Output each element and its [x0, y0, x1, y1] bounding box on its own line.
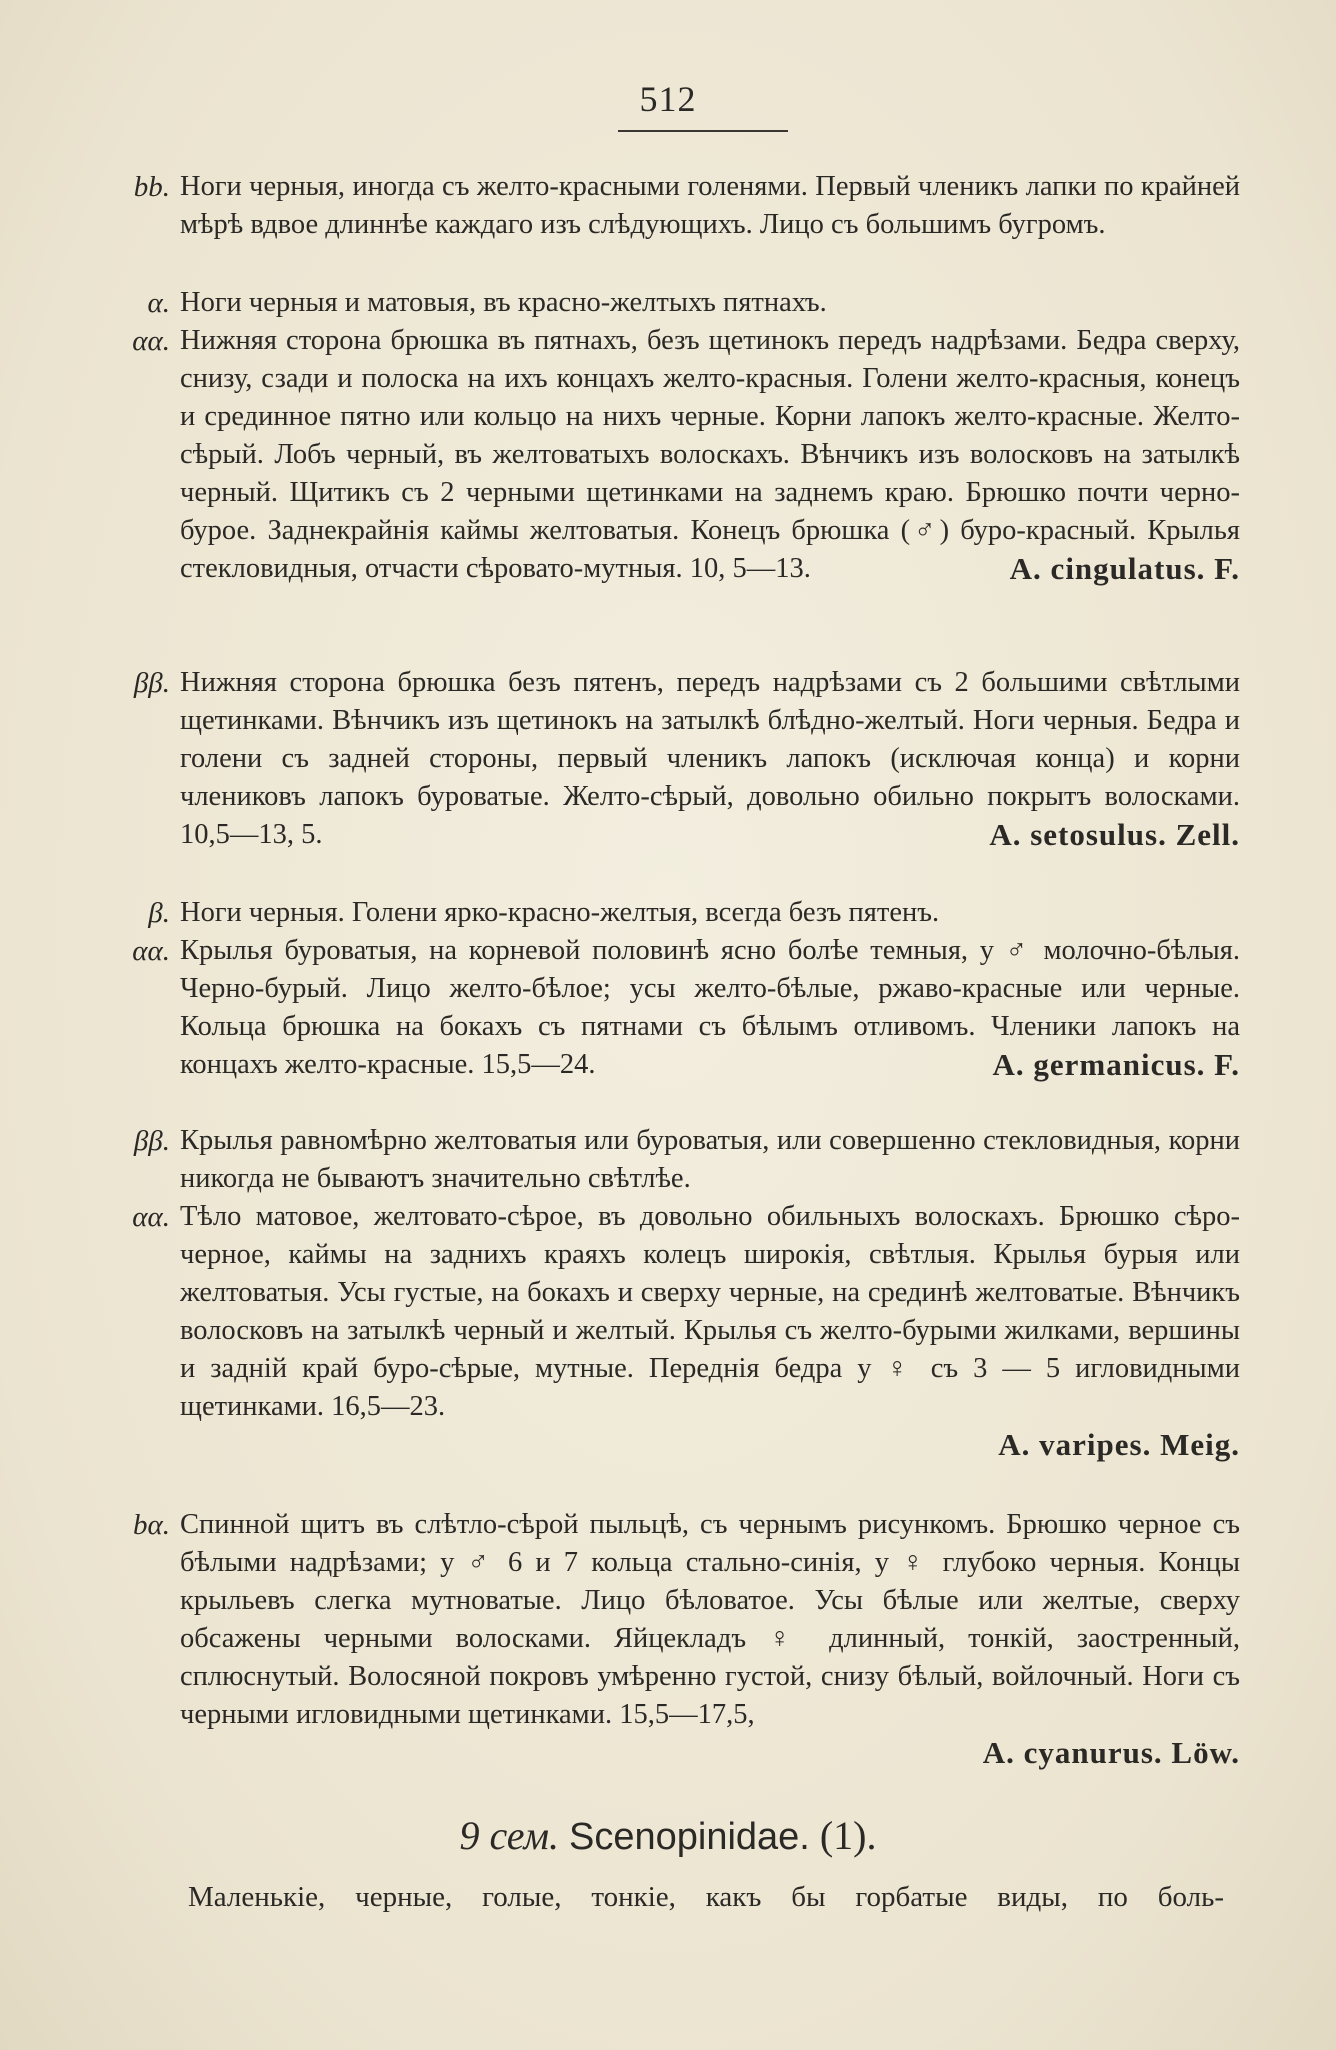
species-name: A. setosulus. Zell.: [989, 817, 1240, 852]
key-text: Нижняя сторона брюшка въ пятнахъ, безъ щетинокъ передъ надрѣзами. Бедра сверху, снизу, сзади и полоска на ихъ концахъ желто-красныя. Голени желто-красныя, конецъ и срединное пятно или кольцо на нихъ черные. Корни лапокъ желто-красные. Желто-сѣрый. Лобъ черный, въ желтоватыхъ волоскахъ. Вѣнчикъ изъ волосковъ на затылкѣ черный. Щитикъ съ 2 черными щетинками на заднемъ краю. Брюшко почти черно-бурое. Заднекрайнія каймы желтоватыя. Конецъ брюшка (♂) буро-красный. Крылья стекловидныя, отчасти сѣровато-мутныя. 10, 5—13.: [180, 325, 1240, 584]
key-text: Нижняя сторона брюшка безъ пятенъ, передъ надрѣзами съ 2 большими свѣтлыми щетинками. Вѣнчикъ изъ щетинокъ на затылкѣ блѣдно-желтый. Ноги черныя. Бедра и голени съ задней стороны, первый членикъ лапокъ (исключая конца) и корни члениковъ лапокъ буроватые. Желто-сѣрый, довольно обильно покрытъ волосками. 10,5—13, 5.: [180, 667, 1240, 850]
key-entry: [132, 322, 1240, 588]
key-entry: [133, 1122, 1240, 1198]
species-name: A. cyanurus. Löw.: [982, 1735, 1240, 1770]
key-marker: bb.: [133, 171, 170, 203]
key-entry: [133, 664, 1240, 854]
family-name: Scenopinidae.: [569, 1816, 810, 1858]
key-entry: [133, 1506, 1240, 1772]
key-text: Ноги черныя, иногда съ желто-красными голенями. Первый членикъ лапки по крайней мѣрѣ вдвое длиннѣе каждаго изъ слѣдующихъ. Лицо съ большимъ бугромъ.: [180, 171, 1240, 240]
key-marker: αα.: [132, 935, 170, 967]
species-name: A. cingulatus. F.: [1009, 551, 1240, 586]
key-text: Крылья буроватыя, на корневой половинѣ ясно болѣе темныя, у ♂ молочно-бѣлыя. Черно-бурый. Лицо желто-бѣлое; усы желто-бѣлые, ржаво-красные или черные. Кольца брюшка на бокахъ съ пятнами съ бѣлымъ отливомъ. Членики лапокъ на концахъ желто-красные. 15,5—24.: [180, 935, 1240, 1080]
key-entry: [132, 932, 1240, 1084]
key-marker: αα.: [132, 325, 170, 357]
page-number: 512: [639, 79, 697, 119]
closing-paragraph: Маленькіе, черные, голые, тонкіе, какъ бы горбатые виды, по боль-: [188, 1881, 1224, 1913]
family-word: сем.: [489, 1813, 559, 1858]
key-entry: [133, 168, 1240, 244]
key-marker: α.: [147, 287, 170, 319]
key-marker: β.: [148, 897, 170, 929]
key-text: Тѣло матовое, желтовато-сѣрое, въ довольно обильныхъ волоскахъ. Брюшко сѣро-черное, каймы на заднихъ краяхъ колецъ широкія, свѣтлыя. Крылья бурыя или желтоватыя. Усы густые, на бокахъ и сверху черные, на срединѣ желтоватые. Вѣнчикъ волосковъ на затылкѣ черный и желтый. Крылья съ желто-бурыми жилками, вершины и задній край буро-сѣрые, мутные. Переднія бедра у ♀ съ 3 — 5 игловидными щетинками. 16,5—23.: [180, 1201, 1240, 1422]
header-rule: [618, 130, 788, 132]
family-count: (1).: [819, 1813, 877, 1858]
key-text: Спинной щитъ въ слѣтло-сѣрой пыльцѣ, съ чернымъ рисункомъ. Брюшко черное съ бѣлыми надрѣзами; у ♂ 6 и 7 кольца стально-синія, у ♀ глубоко черныя. Концы крыльевъ слегка мутноватые. Лицо бѣловатое. Усы бѣлые или желтые, сверху обсажены черными волосками. Яйцекладъ ♀ длинный, тонкій, заостренный, сплюснутый. Волосяной покровъ умѣренно густой, снизу бѣлый, войлочный. Ноги съ черными игловидными щетинками. 15,5—17,5,: [180, 1509, 1240, 1730]
key-marker: αα.: [132, 1201, 170, 1233]
key-text: Крылья равномѣрно желтоватыя или буроватыя, или совершенно стекловидныя, корни никогда не бываютъ значительно свѣтлѣе.: [180, 1125, 1240, 1194]
species-name: A. varipes. Meig.: [998, 1427, 1240, 1462]
key-marker: ββ.: [133, 1125, 170, 1157]
key-entry: [147, 284, 1240, 322]
key-marker: bα.: [133, 1509, 170, 1541]
family-heading: [0, 1812, 1336, 1859]
key-text: Ноги черныя и матовыя, въ красно-желтыхъ пятнахъ.: [180, 287, 827, 318]
species-name: A. germanicus. F.: [992, 1047, 1240, 1082]
family-number: 9: [459, 1813, 480, 1858]
key-marker: ββ.: [133, 667, 170, 699]
key-entry: [132, 1198, 1240, 1464]
key-text: Ноги черныя. Голени ярко-красно-желтыя, всегда безъ пятенъ.: [180, 897, 940, 928]
key-entry: [148, 894, 1240, 932]
